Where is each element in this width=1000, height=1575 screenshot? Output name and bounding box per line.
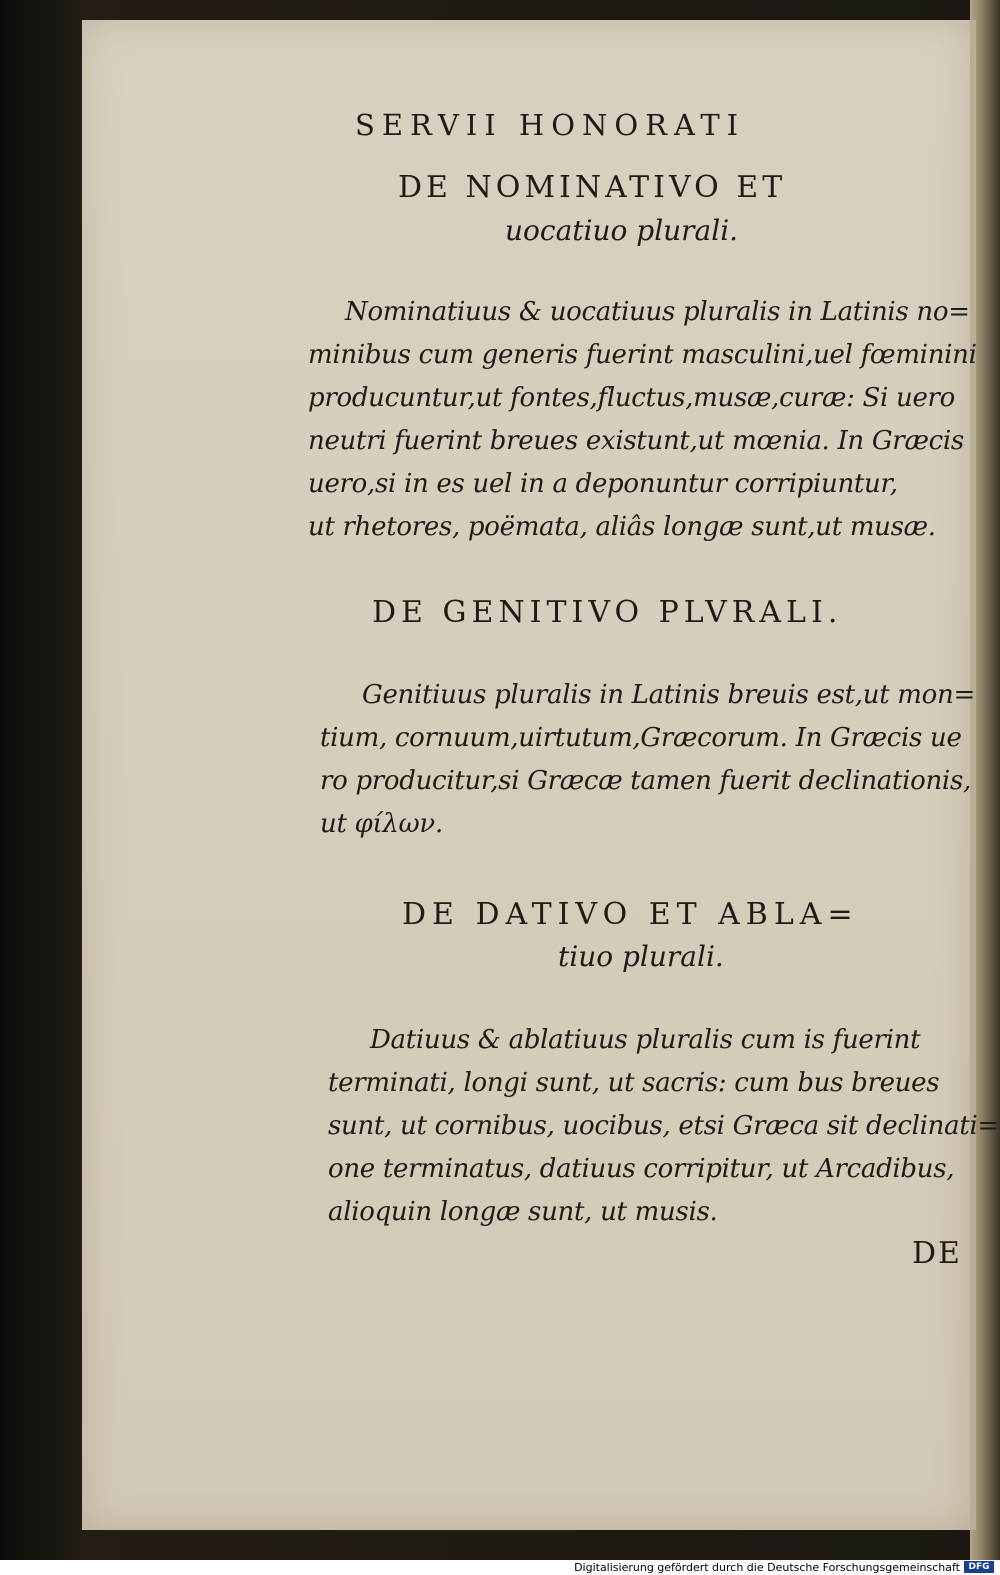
text-line: Nominatiuus & uocatiuus pluralis in Latinis no= — [345, 297, 970, 327]
text-line: minibus cum generis fuerint masculini,uel fœminini — [308, 340, 977, 370]
section-subheading: tiuo plurali. — [558, 940, 724, 973]
text-line: alioquin longæ sunt, ut musis. — [328, 1197, 718, 1227]
section-heading: DE NOMINATIVO ET — [398, 170, 787, 205]
text-line: one terminatus, datiuus corripitur, ut Arcadibus, — [328, 1154, 955, 1184]
text-line: tium, cornuum,uirtutum,Græcorum. In Græcis ue — [320, 723, 962, 753]
text-line: producuntur,ut fontes,fluctus,musæ,curæ: Si uero — [308, 383, 956, 413]
section-heading: DE DATIVO ET ABLA= — [402, 897, 859, 932]
catchword: DE — [912, 1236, 962, 1271]
section-heading: DE GENITIVO PLVRALI. — [372, 595, 843, 630]
dfg-logo: DFG — [964, 1561, 994, 1573]
section-subheading: uocatiuo plurali. — [505, 214, 739, 247]
text-line: ro producitur,si Græcæ tamen fuerit declinationis, — [320, 766, 971, 796]
text-line: terminati, longi sunt, ut sacris: cum bus breues — [328, 1068, 940, 1098]
running-head: SERVII HONORATI — [355, 108, 746, 142]
footer-credit: Digitalisierung gefördert durch die Deutsche Forschungsgemeinschaft — [574, 1561, 960, 1574]
text-line: ut rhetores, poëmata, aliâs longæ sunt,ut musæ. — [308, 512, 936, 542]
text-line: Datiuus & ablatiuus pluralis cum is fuerint — [370, 1025, 921, 1055]
text-line: neutri fuerint breues existunt,ut mœnia. In Græcis — [308, 426, 964, 456]
text-line: sunt, ut cornibus, uocibus, etsi Græca sit declinati= — [328, 1111, 999, 1141]
text-line: ut φίλων. — [320, 809, 443, 839]
text-line: Genitiuus pluralis in Latinis breuis est,ut mon= — [362, 680, 975, 710]
text-line: uero,si in es uel in a deponuntur corripiuntur, — [308, 469, 898, 499]
